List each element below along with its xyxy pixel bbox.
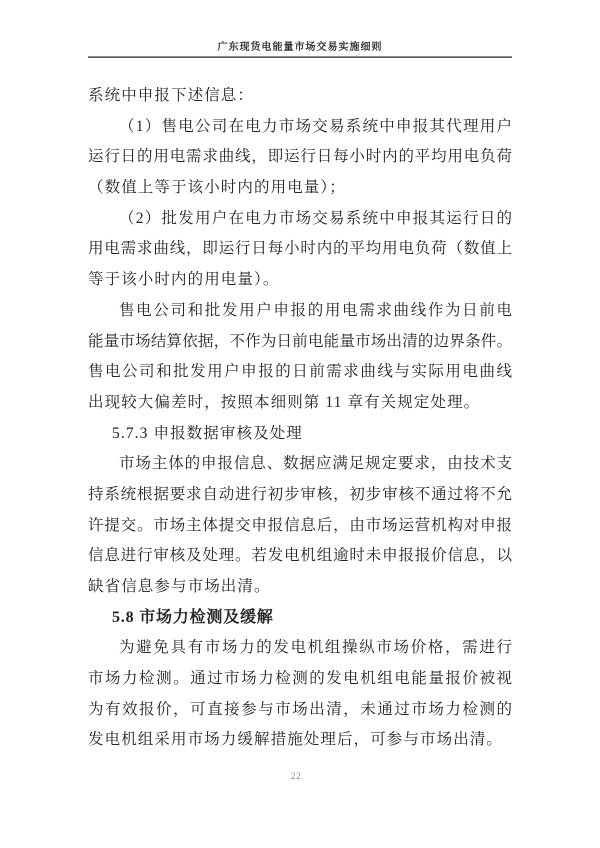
text-line: 售电公司和批发用户申报的日前需求曲线与实际用电曲线: [88, 363, 512, 381]
text-line: 系统中申报下述信息：: [88, 87, 255, 104]
text-line: 为避免具有市场力的发电机组操纵市场价格，需进行: [119, 639, 512, 657]
text-line: 运行日的用电需求曲线，即运行日每小时内的平均用电负荷: [88, 148, 512, 166]
heading-5-7-3: 5.7.3 申报数据审核及处理: [112, 424, 303, 442]
text-line: 许提交。市场主体提交申报信息后，由市场运营机构对申报: [88, 516, 512, 534]
text-line: 能量市场结算依据，不作为日前电能量市场出清的边界条件。: [88, 332, 512, 350]
text-line: 发电机组采用市场力缓解措施处理后，可参与市场出清。: [88, 731, 504, 749]
text-line: 信息进行审核及处理。若发电机组逾时未申报报价信息，以: [88, 547, 512, 565]
text-line: 售电公司和批发用户申报的用电需求曲线作为日前电: [119, 301, 512, 319]
text-line: 持系统根据要求自动进行初步审核，初步审核不通过将不允: [88, 485, 512, 503]
document-body: [88, 81, 512, 756]
running-header-title: 广东现货电能量市场交易实施细则: [217, 42, 383, 53]
text-line-item-2: （2）批发用户在电力市场交易系统中申报其运行日的: [119, 209, 512, 227]
text-line: （数值上等于该小时内的用电量）；: [88, 179, 346, 197]
text-line: 市场主体的申报信息、数据应满足规定要求，由技术支: [119, 455, 512, 473]
text-line-item-1: （1）售电公司在电力市场交易系统中申报其代理用户: [119, 117, 512, 135]
text-line: 等于该小时内的用电量）。: [88, 271, 280, 289]
text-line: 出现较大偏差时，按照本细则第 11 章有关规定处理。: [88, 393, 481, 411]
heading-5-8: 5.8 市场力检测及缓解: [112, 608, 274, 626]
text-line: 缺省信息参与市场出清。: [88, 578, 271, 595]
header-divider: [88, 56, 512, 58]
text-line: 市场力检测。通过市场力检测的发电机组电能量报价被视: [88, 670, 512, 688]
text-line: 为有效报价，可直接参与市场出清，未通过市场力检测的: [88, 700, 512, 718]
text-line: 用电需求曲线，即运行日每小时内的平均用电负荷（数值上: [88, 240, 512, 258]
page-number: 22: [290, 772, 302, 782]
